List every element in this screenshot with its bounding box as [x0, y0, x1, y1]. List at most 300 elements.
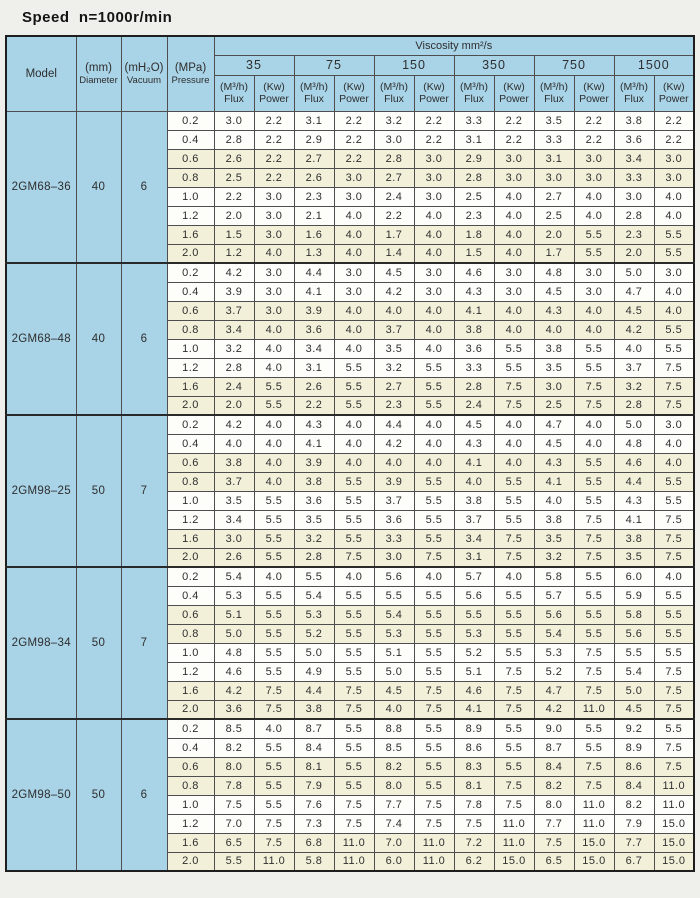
header-viscosity-1500: 1500	[614, 55, 694, 75]
power-cell: 7.5	[334, 548, 374, 567]
power-cell: 2.2	[574, 111, 614, 130]
flux-cell: 2.8	[214, 358, 254, 377]
flux-cell: 7.5	[534, 833, 574, 852]
flux-cell: 3.7	[374, 491, 414, 510]
power-cell: 7.5	[414, 700, 454, 719]
power-cell: 4.0	[254, 339, 294, 358]
flux-cell: 5.6	[534, 605, 574, 624]
vacuum-cell: 6	[121, 719, 167, 871]
flux-cell: 3.0	[374, 548, 414, 567]
flux-cell: 8.2	[614, 795, 654, 814]
power-cell: 4.0	[414, 567, 454, 586]
table-body	[6, 111, 694, 871]
header-viscosity: Viscosity mm²/s	[214, 36, 694, 55]
flux-cell: 5.4	[294, 586, 334, 605]
flux-cell: 1.5	[454, 244, 494, 263]
power-cell: 4.0	[254, 244, 294, 263]
power-cell: 7.5	[414, 814, 454, 833]
flux-cell: 2.0	[534, 225, 574, 244]
power-cell: 3.0	[414, 149, 454, 168]
pressure-cell: 0.8	[167, 320, 214, 339]
flux-cell: 5.5	[614, 643, 654, 662]
power-cell: 2.2	[654, 130, 694, 149]
flux-cell: 2.6	[214, 149, 254, 168]
power-cell: 4.0	[254, 719, 294, 738]
power-cell: 7.5	[654, 548, 694, 567]
power-cell: 5.5	[254, 643, 294, 662]
pressure-cell: 0.8	[167, 472, 214, 491]
power-cell: 5.5	[334, 605, 374, 624]
diameter-cell: 40	[76, 111, 121, 263]
header-vacuum: (mH₂O) Vacuum	[121, 36, 167, 111]
flux-cell: 3.5	[534, 529, 574, 548]
power-cell: 5.5	[494, 738, 534, 757]
power-cell: 5.5	[254, 662, 294, 681]
power-cell: 2.2	[574, 130, 614, 149]
pressure-cell: 0.6	[167, 149, 214, 168]
power-cell: 7.5	[574, 776, 614, 795]
flux-cell: 2.4	[374, 187, 414, 206]
flux-cell: 8.9	[614, 738, 654, 757]
flux-cell: 7.8	[214, 776, 254, 795]
flux-cell: 2.8	[294, 548, 334, 567]
power-cell: 11.0	[414, 852, 454, 871]
power-cell: 3.0	[654, 263, 694, 282]
power-cell: 4.0	[494, 225, 534, 244]
power-cell: 11.0	[494, 833, 534, 852]
power-cell: 3.0	[414, 282, 454, 301]
flux-cell: 4.3	[534, 453, 574, 472]
power-cell: 5.5	[494, 643, 534, 662]
flux-cell: 4.0	[454, 472, 494, 491]
power-cell: 4.0	[494, 453, 534, 472]
flux-cell: 3.0	[534, 377, 574, 396]
header-model: Model	[6, 36, 76, 111]
power-cell: 5.5	[254, 377, 294, 396]
power-cell: 5.5	[414, 491, 454, 510]
header-power-350: (Kw) Power	[494, 75, 534, 111]
flux-cell: 8.6	[454, 738, 494, 757]
flux-cell: 3.4	[454, 529, 494, 548]
power-cell: 4.0	[254, 434, 294, 453]
model-cell: 2GM68–36	[6, 111, 76, 263]
table-header	[6, 36, 694, 111]
flux-cell: 6.5	[534, 852, 574, 871]
power-cell: 3.0	[574, 149, 614, 168]
power-cell: 5.5	[254, 738, 294, 757]
power-cell: 7.5	[334, 814, 374, 833]
power-cell: 5.5	[574, 225, 614, 244]
power-cell: 5.5	[654, 586, 694, 605]
power-cell: 4.0	[334, 301, 374, 320]
power-cell: 5.5	[414, 624, 454, 643]
power-cell: 7.5	[654, 681, 694, 700]
flux-cell: 3.5	[214, 491, 254, 510]
power-cell: 4.0	[494, 244, 534, 263]
power-cell: 5.5	[414, 757, 454, 776]
power-cell: 3.0	[414, 168, 454, 187]
flux-cell: 4.6	[454, 263, 494, 282]
power-cell: 5.5	[494, 510, 534, 529]
power-cell: 5.5	[414, 529, 454, 548]
power-cell: 4.0	[654, 206, 694, 225]
power-cell: 4.0	[574, 320, 614, 339]
flux-cell: 2.3	[294, 187, 334, 206]
pressure-cell: 1.0	[167, 795, 214, 814]
pressure-cell: 2.0	[167, 700, 214, 719]
pressure-cell: 0.4	[167, 282, 214, 301]
power-cell: 4.0	[414, 320, 454, 339]
power-cell: 15.0	[574, 852, 614, 871]
flux-cell: 2.9	[454, 149, 494, 168]
flux-cell: 4.8	[534, 263, 574, 282]
power-cell: 4.0	[574, 434, 614, 453]
flux-cell: 9.2	[614, 719, 654, 738]
model-cell: 2GM98–50	[6, 719, 76, 871]
flux-cell: 4.2	[374, 434, 414, 453]
flux-cell: 4.1	[294, 282, 334, 301]
spec-table	[5, 35, 695, 872]
pressure-cell: 1.6	[167, 833, 214, 852]
power-cell: 5.5	[654, 472, 694, 491]
flux-cell: 4.0	[214, 434, 254, 453]
header-viscosity-350: 350	[454, 55, 534, 75]
flux-cell: 1.8	[454, 225, 494, 244]
flux-cell: 4.4	[374, 415, 414, 434]
power-cell: 11.0	[494, 814, 534, 833]
power-cell: 5.5	[654, 643, 694, 662]
flux-cell: 3.8	[454, 491, 494, 510]
flux-cell: 5.7	[534, 586, 574, 605]
flux-cell: 6.5	[214, 833, 254, 852]
flux-cell: 7.0	[374, 833, 414, 852]
vacuum-cell: 6	[121, 111, 167, 263]
flux-cell: 4.6	[614, 453, 654, 472]
power-cell: 4.0	[494, 320, 534, 339]
power-cell: 5.5	[334, 624, 374, 643]
power-cell: 4.0	[334, 244, 374, 263]
flux-cell: 3.7	[454, 510, 494, 529]
flux-cell: 4.3	[454, 434, 494, 453]
flux-cell: 7.5	[214, 795, 254, 814]
pressure-cell: 1.2	[167, 814, 214, 833]
flux-cell: 4.6	[214, 662, 254, 681]
power-cell: 2.2	[654, 111, 694, 130]
power-cell: 3.0	[494, 263, 534, 282]
flux-cell: 4.2	[374, 282, 414, 301]
flux-cell: 4.5	[374, 681, 414, 700]
flux-cell: 5.0	[614, 681, 654, 700]
flux-cell: 4.6	[454, 681, 494, 700]
flux-cell: 8.7	[534, 738, 574, 757]
power-cell: 15.0	[494, 852, 534, 871]
header-flux-35: (M³/h) Flux	[214, 75, 254, 111]
power-cell: 5.5	[414, 719, 454, 738]
flux-cell: 4.0	[614, 339, 654, 358]
flux-cell: 5.3	[374, 624, 414, 643]
flux-cell: 3.3	[454, 358, 494, 377]
flux-cell: 5.1	[214, 605, 254, 624]
power-cell: 11.0	[574, 814, 614, 833]
flux-cell: 3.7	[214, 472, 254, 491]
pressure-cell: 0.6	[167, 301, 214, 320]
power-cell: 5.5	[334, 491, 374, 510]
power-cell: 4.0	[654, 434, 694, 453]
power-cell: 5.5	[574, 567, 614, 586]
flux-cell: 1.3	[294, 244, 334, 263]
pressure-cell: 0.8	[167, 168, 214, 187]
power-cell: 5.5	[494, 757, 534, 776]
power-cell: 11.0	[574, 795, 614, 814]
flux-cell: 1.2	[214, 244, 254, 263]
power-cell: 7.5	[574, 396, 614, 415]
flux-cell: 4.2	[214, 415, 254, 434]
power-cell: 5.5	[654, 605, 694, 624]
flux-cell: 6.0	[374, 852, 414, 871]
power-cell: 5.5	[494, 719, 534, 738]
header-flux-750: (M³/h) Flux	[534, 75, 574, 111]
header-flux-1500: (M³/h) Flux	[614, 75, 654, 111]
power-cell: 4.0	[574, 301, 614, 320]
flux-cell: 3.5	[294, 510, 334, 529]
flux-cell: 5.3	[214, 586, 254, 605]
flux-cell: 2.7	[374, 168, 414, 187]
flux-cell: 5.4	[374, 605, 414, 624]
pressure-cell: 0.2	[167, 111, 214, 130]
power-cell: 5.5	[574, 358, 614, 377]
flux-cell: 5.2	[294, 624, 334, 643]
flux-cell: 3.8	[614, 111, 654, 130]
flux-cell: 5.8	[294, 852, 334, 871]
power-cell: 7.5	[494, 776, 534, 795]
flux-cell: 8.0	[214, 757, 254, 776]
table-row	[6, 415, 694, 434]
flux-cell: 7.5	[454, 814, 494, 833]
power-cell: 3.0	[254, 187, 294, 206]
power-cell: 5.5	[414, 510, 454, 529]
power-cell: 4.0	[334, 567, 374, 586]
model-cell: 2GM98–25	[6, 415, 76, 567]
power-cell: 4.0	[654, 453, 694, 472]
power-cell: 7.5	[574, 548, 614, 567]
power-cell: 15.0	[654, 814, 694, 833]
power-cell: 3.0	[654, 149, 694, 168]
flux-cell: 4.7	[614, 282, 654, 301]
flux-cell: 5.3	[454, 624, 494, 643]
pressure-cell: 1.0	[167, 187, 214, 206]
power-cell: 5.5	[414, 358, 454, 377]
pressure-cell: 1.2	[167, 662, 214, 681]
flux-cell: 3.3	[374, 529, 414, 548]
flux-cell: 4.0	[374, 453, 414, 472]
flux-cell: 3.9	[294, 453, 334, 472]
power-cell: 11.0	[334, 852, 374, 871]
power-cell: 5.5	[494, 472, 534, 491]
power-cell: 2.2	[254, 149, 294, 168]
power-cell: 11.0	[334, 833, 374, 852]
diameter-cell: 50	[76, 567, 121, 719]
power-cell: 4.0	[334, 225, 374, 244]
power-cell: 7.5	[494, 700, 534, 719]
flux-cell: 4.4	[294, 681, 334, 700]
pressure-cell: 0.6	[167, 757, 214, 776]
power-cell: 3.0	[494, 282, 534, 301]
flux-cell: 3.7	[374, 320, 414, 339]
flux-cell: 5.0	[294, 643, 334, 662]
flux-cell: 2.7	[294, 149, 334, 168]
power-cell: 5.5	[334, 358, 374, 377]
flux-cell: 8.1	[454, 776, 494, 795]
flux-cell: 3.2	[614, 377, 654, 396]
power-cell: 5.5	[494, 491, 534, 510]
power-cell: 5.5	[494, 624, 534, 643]
power-cell: 11.0	[654, 776, 694, 795]
power-cell: 4.0	[414, 206, 454, 225]
flux-cell: 4.1	[454, 301, 494, 320]
flux-cell: 4.1	[294, 434, 334, 453]
power-cell: 4.0	[414, 301, 454, 320]
pressure-cell: 1.0	[167, 339, 214, 358]
header-pressure: (MPa) Pressure	[167, 36, 214, 111]
power-cell: 5.5	[334, 396, 374, 415]
power-cell: 4.0	[414, 453, 454, 472]
power-cell: 4.0	[654, 567, 694, 586]
flux-cell: 3.0	[374, 130, 414, 149]
flux-cell: 2.7	[374, 377, 414, 396]
power-cell: 5.5	[574, 244, 614, 263]
power-cell: 2.2	[254, 130, 294, 149]
flux-cell: 1.7	[374, 225, 414, 244]
flux-cell: 3.3	[454, 111, 494, 130]
pressure-cell: 0.2	[167, 415, 214, 434]
flux-cell: 3.8	[214, 453, 254, 472]
flux-cell: 2.5	[534, 396, 574, 415]
pressure-cell: 0.4	[167, 130, 214, 149]
power-cell: 7.5	[654, 358, 694, 377]
flux-cell: 3.1	[294, 111, 334, 130]
flux-cell: 3.7	[614, 358, 654, 377]
flux-cell: 5.8	[534, 567, 574, 586]
power-cell: 2.2	[414, 111, 454, 130]
power-cell: 7.5	[414, 795, 454, 814]
flux-cell: 4.8	[614, 434, 654, 453]
flux-cell: 9.0	[534, 719, 574, 738]
flux-cell: 3.6	[614, 130, 654, 149]
header-viscosity-750: 750	[534, 55, 614, 75]
power-cell: 5.5	[654, 491, 694, 510]
pressure-cell: 0.4	[167, 586, 214, 605]
pressure-cell: 0.4	[167, 434, 214, 453]
power-cell: 7.5	[334, 681, 374, 700]
power-cell: 3.0	[334, 282, 374, 301]
flux-cell: 4.9	[294, 662, 334, 681]
power-cell: 4.0	[254, 415, 294, 434]
power-cell: 4.0	[654, 282, 694, 301]
flux-cell: 3.9	[214, 282, 254, 301]
flux-cell: 1.7	[534, 244, 574, 263]
power-cell: 7.5	[654, 757, 694, 776]
power-cell: 5.5	[414, 643, 454, 662]
flux-cell: 2.8	[614, 206, 654, 225]
pressure-cell: 1.2	[167, 206, 214, 225]
flux-cell: 4.1	[534, 472, 574, 491]
flux-cell: 7.0	[214, 814, 254, 833]
power-cell: 7.5	[494, 529, 534, 548]
power-cell: 4.0	[334, 206, 374, 225]
power-cell: 4.0	[494, 206, 534, 225]
flux-cell: 7.4	[374, 814, 414, 833]
flux-cell: 5.2	[534, 662, 574, 681]
flux-cell: 4.2	[214, 263, 254, 282]
flux-cell: 2.9	[294, 130, 334, 149]
power-cell: 5.5	[254, 795, 294, 814]
flux-cell: 2.1	[294, 206, 334, 225]
power-cell: 7.5	[494, 377, 534, 396]
power-cell: 5.5	[414, 586, 454, 605]
power-cell: 7.5	[334, 795, 374, 814]
flux-cell: 5.3	[534, 643, 574, 662]
flux-cell: 3.2	[534, 548, 574, 567]
power-cell: 4.0	[334, 339, 374, 358]
flux-cell: 4.4	[614, 472, 654, 491]
power-cell: 3.0	[334, 187, 374, 206]
power-cell: 5.5	[254, 548, 294, 567]
power-cell: 7.5	[494, 662, 534, 681]
power-cell: 3.0	[414, 263, 454, 282]
flux-cell: 8.9	[454, 719, 494, 738]
power-cell: 4.0	[414, 339, 454, 358]
flux-cell: 3.8	[614, 529, 654, 548]
flux-cell: 8.8	[374, 719, 414, 738]
flux-cell: 6.7	[614, 852, 654, 871]
power-cell: 5.5	[574, 624, 614, 643]
power-cell: 7.5	[654, 396, 694, 415]
power-cell: 4.0	[254, 320, 294, 339]
power-cell: 5.5	[574, 605, 614, 624]
flux-cell: 4.3	[614, 491, 654, 510]
power-cell: 3.0	[254, 225, 294, 244]
pressure-cell: 2.0	[167, 548, 214, 567]
power-cell: 3.0	[494, 168, 534, 187]
flux-cell: 7.8	[454, 795, 494, 814]
power-cell: 7.5	[654, 529, 694, 548]
flux-cell: 5.1	[374, 643, 414, 662]
header-diameter: (mm) Diameter	[76, 36, 121, 111]
flux-cell: 5.9	[614, 586, 654, 605]
power-cell: 5.5	[334, 719, 374, 738]
power-cell: 5.5	[334, 776, 374, 795]
flux-cell: 3.6	[454, 339, 494, 358]
flux-cell: 8.4	[294, 738, 334, 757]
flux-cell: 4.3	[534, 301, 574, 320]
vacuum-cell: 7	[121, 415, 167, 567]
flux-cell: 3.5	[534, 358, 574, 377]
flux-cell: 8.5	[374, 738, 414, 757]
flux-cell: 3.8	[534, 339, 574, 358]
power-cell: 4.0	[334, 320, 374, 339]
power-cell: 4.0	[254, 453, 294, 472]
power-cell: 5.5	[334, 643, 374, 662]
flux-cell: 4.2	[534, 700, 574, 719]
power-cell: 7.5	[654, 700, 694, 719]
power-cell: 3.0	[254, 282, 294, 301]
power-cell: 7.5	[494, 795, 534, 814]
power-cell: 4.0	[574, 187, 614, 206]
power-cell: 7.5	[414, 548, 454, 567]
flux-cell: 2.5	[214, 168, 254, 187]
pressure-cell: 0.6	[167, 453, 214, 472]
flux-cell: 7.9	[614, 814, 654, 833]
